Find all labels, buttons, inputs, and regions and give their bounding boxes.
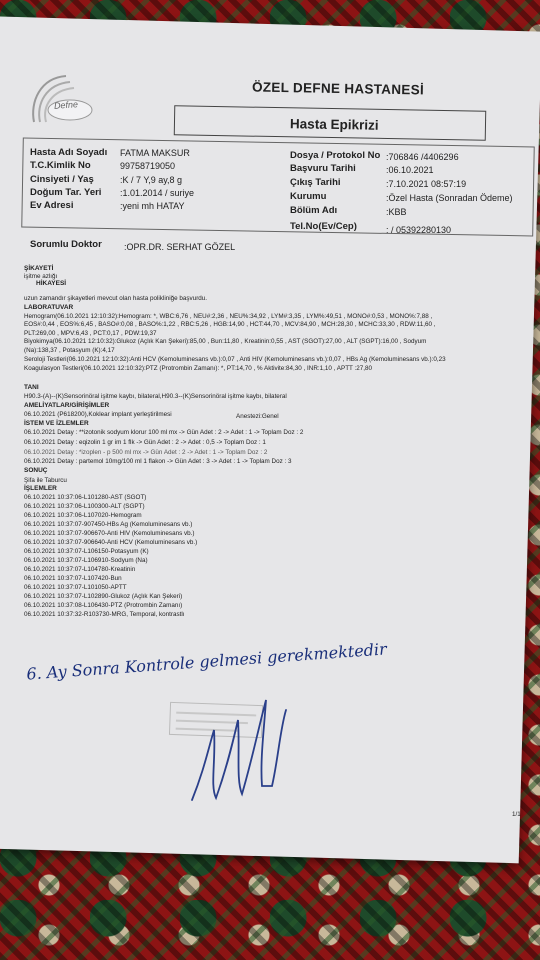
handwritten-note: 6. Ay Sonra Kontrole gelmesi gerekmektedir xyxy=(25,639,388,684)
hospital-name: ÖZEL DEFNE HASTANESİ xyxy=(251,79,425,98)
order-line: 06.10.2021 Detay : partemol 10mg/100 ml 1 flakon -> Gün Adet : 3 -> Adet : 1 -> Toplam Doz : 3 xyxy=(24,458,292,465)
logo-text: Defne xyxy=(53,99,79,111)
procedure-line: 06.10.2021 10:37:07-L101050-APTT xyxy=(24,584,127,591)
lab-heading: LABORATUVAR xyxy=(24,304,74,311)
discharge-value: :7.10.2021 08:57:19 xyxy=(386,179,467,189)
document-title: Hasta Epikrizi xyxy=(289,116,379,133)
address-value: :yeni mh HATAY xyxy=(120,201,185,211)
procedure-line: 06.10.2021 10:37:06-L107020-Hemogram xyxy=(24,512,142,519)
dob-label: Doğum Tar. Yeri xyxy=(30,187,102,198)
lab-line: Koagulasyon Testleri(06.10.2021 12:10:32):PTZ (Protrombin Zamanı): *, PT:14,70 , % Aktivite:84,30 , INR:1,10 , APTT :27,80 xyxy=(24,365,373,372)
result-text: Şifa ile Taburcu xyxy=(24,477,67,484)
procedure-line: 06.10.2021 10:37:07-L106910-Sodyum (Na) xyxy=(24,557,148,564)
procedures-heading: İŞLEMLER xyxy=(24,485,57,492)
doctor-value: :OPR.DR. SERHAT GÖZEL xyxy=(124,242,236,252)
institution-label: Kurumu xyxy=(290,191,327,202)
discharge-label: Çıkış Tarihi xyxy=(290,177,341,188)
sex-age-label: Cinsiyeti / Yaş xyxy=(30,174,94,185)
dept-value: :KBB xyxy=(386,207,407,217)
procedure-line: 06.10.2021 10:37:07-L106150-Potasyum (K) xyxy=(24,548,149,555)
signature xyxy=(186,690,296,810)
phone-label: Tel.No(Ev/Cep) xyxy=(290,221,357,232)
diagnosis-text: H90.3-(A)--(K)Sensorinöral işitme kaybı, bilateral,H90.3--(K)Sensorinöral işitme kaybı, bilateral xyxy=(24,393,287,400)
history-heading: HİKAYESİ xyxy=(36,280,67,287)
procedure-line: 06.10.2021 10:37:32-R103730-MRG, Temporal, kontrastlı xyxy=(24,611,185,618)
order-line: 06.10.2021 Detay : eqizolin 1 gr im 1 flk -> Gün Adet : 2 -> Adet : 0,5 -> Toplam Doz : 1 xyxy=(24,439,266,446)
procedure-line: 06.10.2021 10:37:08-L106430-PTZ (Protrombin Zamanı) xyxy=(24,602,183,609)
orders-heading: İSTEM VE İZLEMLER xyxy=(24,420,89,427)
lab-line: Seroloji Testleri(06.10.2021 12:10:32):Anti HCV (Kemoluminesans vb.):0,07 , Anti HIV (Kemoluminesans vb.):0,07 , HBs Ag (Kemoluminesans vb.):0,23 xyxy=(24,356,446,363)
surgery-text: 06.10.2021 (P618200),Koklear implant yerleştirilmesi xyxy=(24,411,172,418)
procedure-line: 06.10.2021 10:37:06-L101280-AST (SGOT) xyxy=(24,494,147,501)
complaint-heading: ŞİKAYETİ xyxy=(24,265,54,272)
procedure-line: 06.10.2021 10:37:07-907450-HBs Ag (Kemoluminesans vb.) xyxy=(24,521,193,528)
procedure-line: 06.10.2021 10:37:07-906640-Anti HCV (Kemoluminesans vb.) xyxy=(24,539,198,546)
phone-value: : / 05392280130 xyxy=(386,225,452,235)
dob-value: :1.01.2014 / suriye xyxy=(120,188,195,198)
complaint-text: işitme azlığı xyxy=(24,273,58,280)
procedure-line: 06.10.2021 10:37:07-L104780-Kreatinin xyxy=(24,566,136,573)
anesthesia-text: Anestezi:Genel xyxy=(236,413,279,420)
order-line: 06.10.2021 Detay : **izotonik sodyum klorur 100 ml mx -> Gün Adet : 2 -> Adet : 1 -> Toplam Doz : 2 xyxy=(24,429,304,436)
protocol-label: Dosya / Protokol No xyxy=(290,150,381,161)
procedure-line: 06.10.2021 10:37:07-L107420-Bun xyxy=(24,575,122,582)
surgery-heading: AMELİYATLAR/GİRİŞİMLER xyxy=(24,402,110,409)
diagnosis-heading: TANI xyxy=(24,384,39,391)
lab-line: Biyokimya(06.10.2021 12:10:32):Glukoz (Açlık Kan Şekeri):85,00 , Bun:11,80 , Kreatinin:0,55 , AST (SGOT):27,00 , ALT (SGPT):16,00 , Sodyum xyxy=(24,338,427,345)
admit-value: :06.10.2021 xyxy=(386,165,434,175)
procedure-line: 06.10.2021 10:37:06-L100300-ALT (SGPT) xyxy=(24,503,145,510)
lab-line: Hemogram(06.10.2021 12:10:32):Hemogram: *, WBC:6,76 , NEU#:2,36 , NEU%:34,92 , LYM#:3,35 , LYM%:49,51 , MONO#:0,53 , MONO%:7,88 , xyxy=(24,313,433,320)
institution-value: :Özel Hasta (Sonradan Ödeme) xyxy=(386,193,513,203)
history-text: uzun zamandır şikayetleri mevcut olan hasta polikliniğe başvurdu. xyxy=(24,295,208,302)
result-heading: SONUÇ xyxy=(24,467,48,474)
tc-value: 99758719050 xyxy=(120,161,176,171)
dept-label: Bölüm Adı xyxy=(290,205,338,216)
procedure-line: 06.10.2021 10:37:07-906670-Anti HIV (Kemoluminesans vb.) xyxy=(24,530,195,537)
protocol-value: :706846 /4406296 xyxy=(386,152,459,162)
page-number: 1/1 xyxy=(512,811,521,818)
lab-line: EOS#:0,44 , EOS%:6,45 , BASO#:0,08 , BASO%:1,22 , RBC:5,26 , HGB:14,90 , HCT:44,70 , MCV:84,90 , MCH:28,30 , MCHC:33,30 , RDW:11,60 , xyxy=(24,321,436,328)
doctor-label: Sorumlu Doktor xyxy=(30,239,102,250)
patient-name-label: Hasta Adı Soyadı xyxy=(30,147,108,158)
sex-age-value: :K / 7 Y,9 ay,8 g xyxy=(120,175,183,185)
lab-line: PLT:269,00 , MPV:6,43 , PCT:0,17 , PDW:19,37 xyxy=(24,330,157,337)
lab-line: (Na):138,37 , Potasyum (K):4,17 xyxy=(24,347,115,354)
patient-name: FATMA MAKSUR xyxy=(120,148,190,158)
tc-label: T.C.Kimlik No xyxy=(30,160,91,171)
procedure-line: 06.10.2021 10:37:07-L102890-Glukoz (Açlık Kan Şekeri) xyxy=(24,593,183,600)
admit-label: Başvuru Tarihi xyxy=(290,163,356,174)
address-label: Ev Adresi xyxy=(30,200,74,211)
order-line: 06.10.2021 Detay : *izoplen - p 500 ml mx -> Gün Adet : 2 -> Adet : 1 -> Toplam Doz : 2 xyxy=(24,449,268,456)
